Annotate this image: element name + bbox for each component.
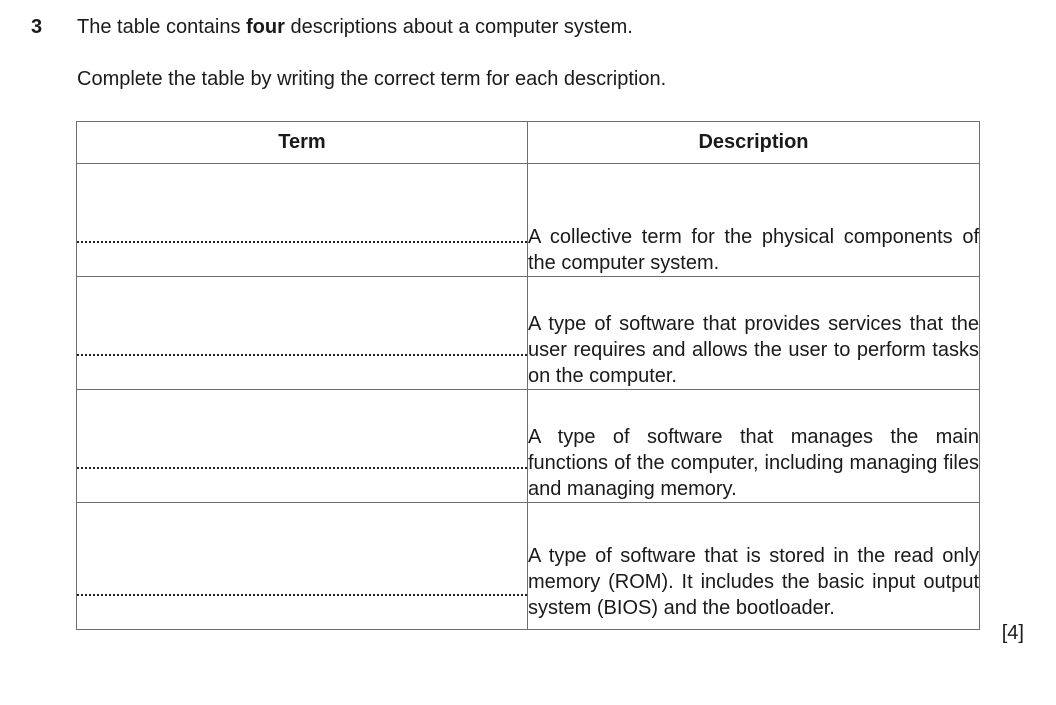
table-row bbox=[77, 503, 980, 630]
header-term: Term bbox=[77, 122, 528, 164]
intro-emphasis: four bbox=[246, 16, 285, 38]
terms-table bbox=[76, 121, 980, 630]
question-number: 3 bbox=[31, 16, 43, 38]
term-cell bbox=[77, 164, 528, 277]
marks-label: [4] bbox=[1001, 622, 1024, 644]
term-cell bbox=[77, 390, 528, 503]
header-description: Description bbox=[528, 122, 980, 164]
table-row bbox=[77, 164, 980, 277]
description-cell: A type of software that provides services that the user requires and allows the user to perform tasks on the computer. bbox=[528, 277, 980, 390]
question-intro bbox=[77, 16, 633, 39]
table-row bbox=[77, 390, 980, 503]
answer-line-2[interactable] bbox=[77, 342, 527, 356]
answer-line-1[interactable] bbox=[77, 229, 527, 243]
intro-text-end: descriptions about a computer system. bbox=[284, 16, 633, 38]
term-cell bbox=[77, 277, 528, 390]
table-row bbox=[77, 277, 980, 390]
term-cell bbox=[77, 503, 528, 630]
table-header-row bbox=[77, 122, 980, 164]
answer-line-3[interactable] bbox=[77, 455, 527, 469]
intro-text-start: The table contains bbox=[77, 16, 246, 38]
question-instruction: Complete the table by writing the correct term for each description. bbox=[77, 68, 667, 90]
answer-line-4[interactable] bbox=[77, 582, 527, 596]
description-cell: A type of software that manages the main functions of the computer, including managing files and managing memory. bbox=[528, 390, 980, 503]
description-cell: A collective term for the physical components of the computer system. bbox=[528, 164, 980, 277]
description-cell: A type of software that is stored in the read only memory (ROM). It includes the basic input output system (BIOS) and the bootloader. bbox=[528, 503, 980, 630]
